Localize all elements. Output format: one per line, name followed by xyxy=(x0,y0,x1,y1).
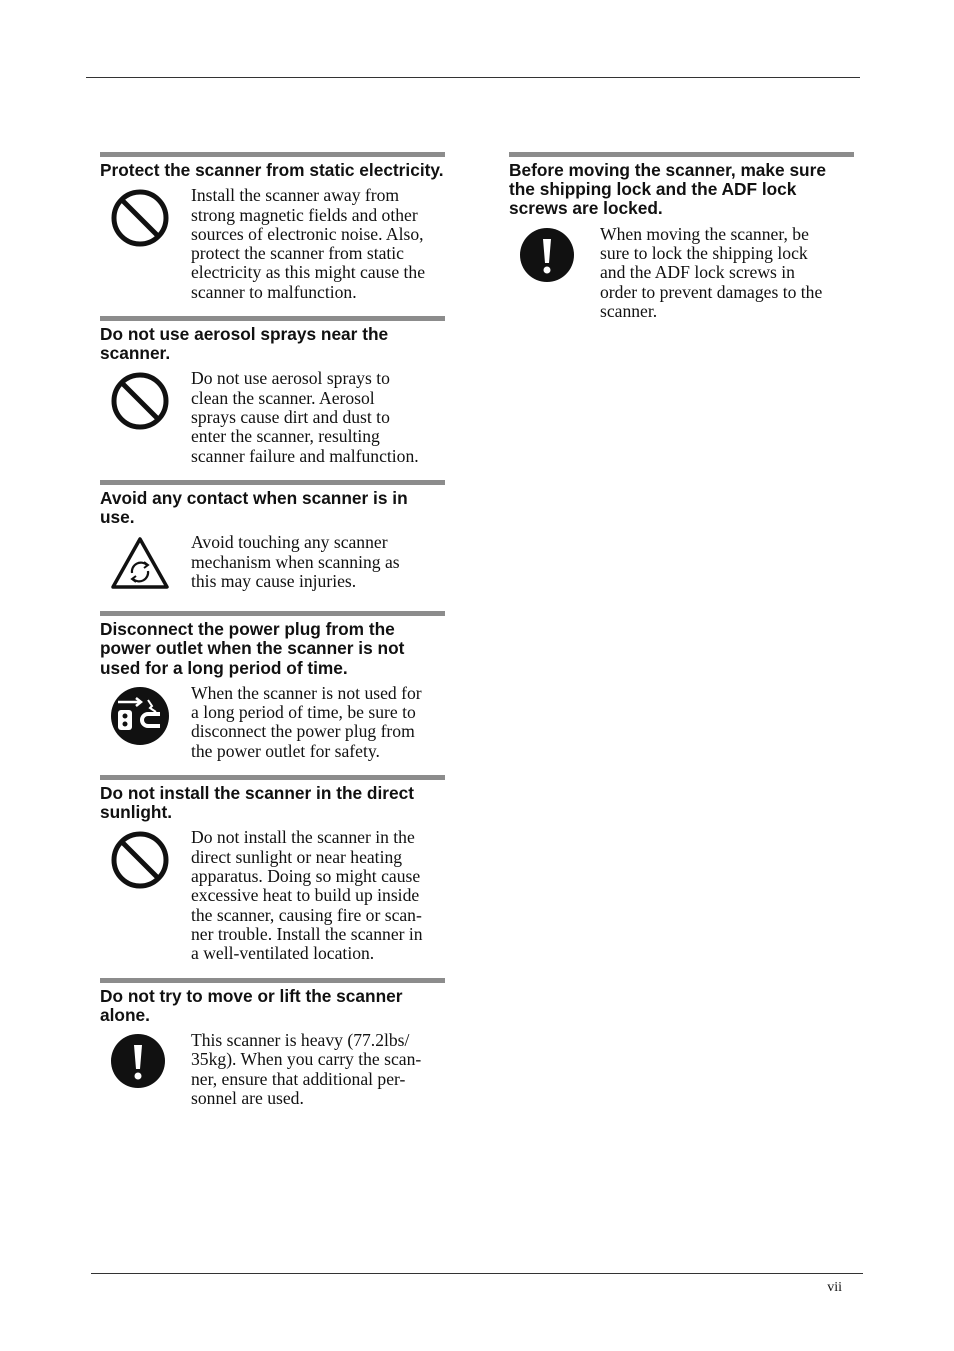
section-bar xyxy=(100,316,445,321)
section-body: Do not use aerosol sprays to clean the scanner. Aerosol sprays cause dirt and dust to enter the scanner, resulting scanner failure and malfunction. xyxy=(191,368,419,466)
unplug-icon xyxy=(100,684,191,761)
section-bar xyxy=(100,775,445,780)
section-row xyxy=(100,684,445,761)
exclamation-icon xyxy=(100,1031,191,1108)
right-column xyxy=(509,152,854,321)
section-heading: Do not use aerosol sprays near the scanner. xyxy=(100,323,389,364)
section-body: Avoid touching any scanner mechanism when scanning as this may cause injuries. xyxy=(191,532,400,591)
caution-section xyxy=(100,978,445,1109)
caution-section xyxy=(509,152,854,321)
caution-section xyxy=(100,316,445,466)
section-heading: Avoid any contact when scanner is in use. xyxy=(100,487,408,528)
prohibition-icon xyxy=(100,369,191,465)
section-bar xyxy=(100,152,445,157)
caution-section xyxy=(100,152,445,302)
caution-section xyxy=(100,775,445,963)
section-row xyxy=(100,186,445,302)
exclamation-icon xyxy=(509,225,600,321)
rotation-warning-icon xyxy=(100,533,191,591)
section-bar xyxy=(100,611,445,616)
page-number: vii xyxy=(827,1280,842,1295)
section-bar xyxy=(100,978,445,983)
section-body: This scanner is heavy (77.2lbs/ 35kg). When you carry the scan- ner, ensure that additional per- sonnel are used. xyxy=(191,1029,422,1108)
section-heading: Do not install the scanner in the direct sunlight. xyxy=(100,783,414,823)
footer-rule xyxy=(91,1273,863,1274)
section-heading: Before moving the scanner, make sure the shipping lock and the ADF lock screws are locked. xyxy=(509,160,826,219)
section-row xyxy=(100,369,445,465)
section-row xyxy=(100,1031,445,1108)
section-body: Install the scanner away from strong magnetic fields and other sources of electronic noise. Also, protect the scanner from static electricity as this might cause the scanner to malfunction. xyxy=(191,185,426,302)
caution-section xyxy=(100,480,445,591)
prohibition-icon xyxy=(100,828,191,963)
section-row xyxy=(100,828,445,963)
prohibition-icon xyxy=(100,186,191,302)
section-row xyxy=(509,225,854,321)
section-heading: Disconnect the power plug from the power outlet when the scanner is not used for a long period of time. xyxy=(100,619,405,678)
header-rule xyxy=(86,77,860,78)
section-body: Do not install the scanner in the direct sunlight or near heating apparatus. Doing so might cause excessive heat to build up inside the scanner, causing fire or scan- ner trouble. Install the scanner in a well-ventilated location. xyxy=(191,827,423,964)
left-column xyxy=(100,152,445,1108)
section-bar xyxy=(100,480,445,485)
section-body: When the scanner is not used for a long period of time, be sure to disconnect the power plug from the power outlet for safety. xyxy=(191,682,422,761)
section-row xyxy=(100,533,445,591)
section-bar xyxy=(509,152,854,157)
section-body: When moving the scanner, be sure to lock the shipping lock and the ADF lock screws in order to prevent damages to the scanner. xyxy=(600,223,823,321)
caution-section xyxy=(100,611,445,761)
section-heading: Do not try to move or lift the scanner alone. xyxy=(100,985,403,1025)
section-heading: Protect the scanner from static electricity. xyxy=(100,160,444,180)
